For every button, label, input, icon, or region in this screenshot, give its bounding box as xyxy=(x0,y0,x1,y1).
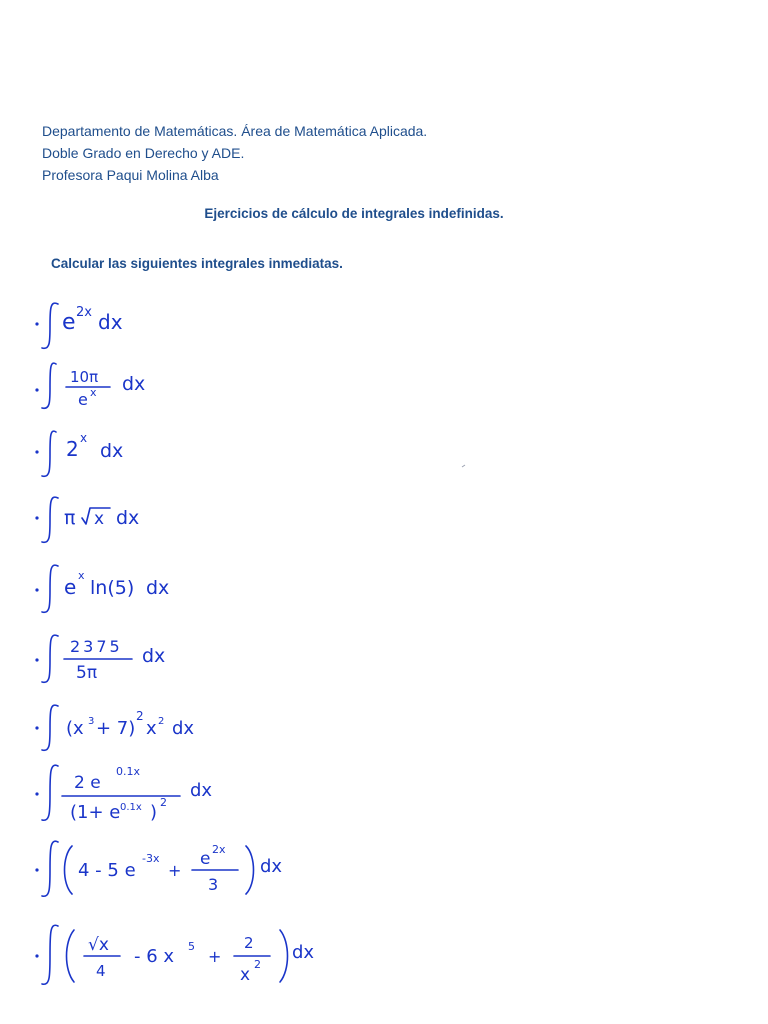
denominator-close: ) xyxy=(150,802,158,823)
integral-sign xyxy=(42,363,56,408)
differential: dx xyxy=(260,856,283,877)
middle-exponent: 5 xyxy=(188,940,195,953)
denominator-power: 2 xyxy=(160,796,167,809)
bullet xyxy=(35,450,38,453)
instruction: Calcular las siguientes integrales inmediatas. xyxy=(51,256,343,271)
fraction1-denominator: 4 xyxy=(96,962,106,980)
fraction-numerator: 10π xyxy=(70,368,99,386)
differential: dx xyxy=(172,718,195,739)
bullet xyxy=(35,588,38,591)
lead-exponent: -3x xyxy=(142,852,160,865)
differential: dx xyxy=(98,310,123,334)
integral-sign xyxy=(42,565,58,612)
plus-sign: + xyxy=(208,947,222,966)
integral-sign xyxy=(42,765,58,820)
paren-rest: + 7) xyxy=(96,718,136,739)
denominator-exponent: x xyxy=(90,386,97,399)
bullet xyxy=(35,868,38,871)
exercise-2 xyxy=(30,360,350,414)
bullet xyxy=(35,658,38,661)
multiplier: x xyxy=(146,718,157,739)
bullet xyxy=(35,322,38,325)
middle-term: - 6 x xyxy=(134,946,175,967)
header-department: Departamento de Matemáticas. Área de Matemática Aplicada. xyxy=(42,123,428,139)
differential: dx xyxy=(190,780,213,801)
fraction-numerator: 2375 xyxy=(70,637,123,656)
term-base: 2 xyxy=(66,437,79,461)
fraction-denominator: 5π xyxy=(76,663,98,683)
denominator-base: (1+ e xyxy=(70,802,121,823)
bullet xyxy=(35,726,38,729)
term-exponent: x xyxy=(78,569,85,582)
integral-sign xyxy=(42,431,56,476)
exercise-6 xyxy=(30,632,350,688)
differential: dx xyxy=(116,507,140,529)
fraction-denominator: 3 xyxy=(208,875,219,894)
ink-speck xyxy=(461,463,467,469)
numerator-base: 2 e xyxy=(74,773,101,793)
exercise-9 xyxy=(30,838,350,902)
fraction-numerator: e xyxy=(200,849,211,869)
exercise-10 xyxy=(30,922,350,992)
fraction2-denominator: x xyxy=(240,965,251,985)
differential: dx xyxy=(122,373,146,395)
fraction2-den-exponent: 2 xyxy=(254,958,261,971)
differential: dx xyxy=(100,440,124,462)
bullet xyxy=(35,954,38,957)
exercise-1 xyxy=(30,300,350,354)
differential: dx xyxy=(146,577,170,599)
right-paren xyxy=(280,930,288,982)
page-title: Ejercicios de cálculo de integrales indefinidas. xyxy=(204,206,504,221)
lead-terms: 4 - 5 e xyxy=(78,860,136,881)
bullet xyxy=(35,388,38,391)
exercise-4 xyxy=(30,494,350,548)
header-professor: Profesora Paqui Molina Alba xyxy=(42,167,219,183)
paren-base: (x xyxy=(66,718,84,739)
integral-sign xyxy=(42,841,58,896)
fraction2-numerator: 2 xyxy=(244,934,254,952)
multiplier-exponent: 2 xyxy=(158,716,165,727)
exercise-3 xyxy=(30,428,350,482)
left-paren xyxy=(67,930,75,982)
numerator-exponent: 0.1x xyxy=(116,765,141,778)
left-paren xyxy=(65,846,73,894)
radicand: x xyxy=(94,509,105,529)
log-term: ln(5) xyxy=(90,577,135,599)
term-base: e xyxy=(64,575,77,599)
integral-sign xyxy=(42,705,58,750)
differential: dx xyxy=(142,645,166,667)
bullet xyxy=(35,792,38,795)
integral-sign xyxy=(42,635,58,682)
right-paren xyxy=(246,846,254,894)
integral-sign xyxy=(42,303,58,348)
inner-exponent: 3 xyxy=(88,716,95,727)
denominator-exponent: 0.1x xyxy=(120,802,142,813)
outer-exponent: 2 xyxy=(136,709,144,723)
plus-sign: + xyxy=(168,861,182,880)
exercise-7 xyxy=(30,702,350,758)
fraction-num-exponent: 2x xyxy=(212,843,226,856)
differential: dx xyxy=(292,942,315,963)
integral-sign xyxy=(42,925,58,984)
fraction1-numerator: √x xyxy=(88,935,109,955)
pi-symbol: π xyxy=(64,507,76,529)
term-exponent: x xyxy=(80,431,88,445)
term-base: e xyxy=(62,310,76,335)
term-exponent: 2x xyxy=(76,305,92,320)
bullet xyxy=(35,516,38,519)
exercise-8 xyxy=(30,762,350,826)
integral-sign xyxy=(42,497,58,542)
exercise-5 xyxy=(30,562,350,618)
header-degree: Doble Grado en Derecho y ADE. xyxy=(42,145,245,161)
fraction-denominator: e xyxy=(78,390,88,409)
